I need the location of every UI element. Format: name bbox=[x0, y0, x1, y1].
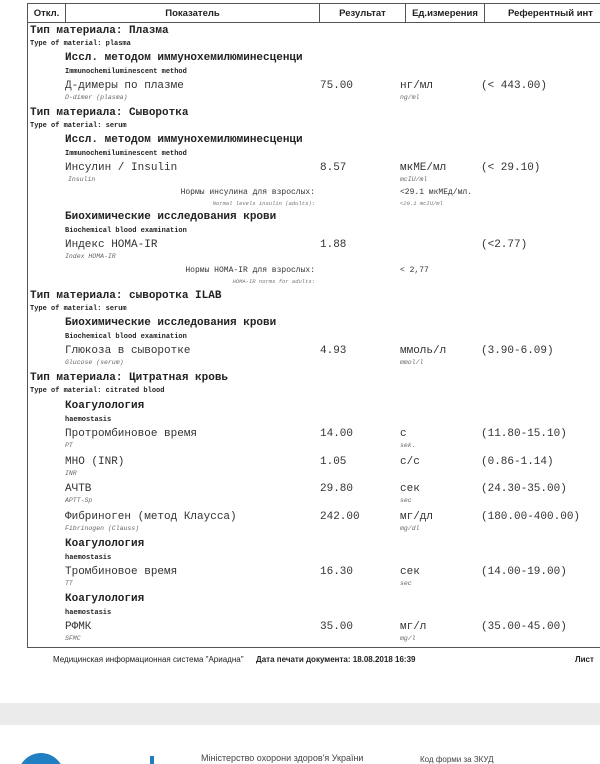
test-unit-en: mmol/l bbox=[400, 359, 424, 366]
test-result: 1.05 bbox=[320, 456, 347, 468]
test-name-en: Index HOMA-IR bbox=[65, 253, 116, 260]
col-deviation: Откл. bbox=[28, 4, 66, 23]
test-result: 16.30 bbox=[320, 566, 354, 578]
norm-note-en: Normal levels insulin (adults): bbox=[212, 200, 315, 207]
logo-bar-icon bbox=[150, 756, 154, 764]
footer-sheet-label: Лист bbox=[575, 655, 594, 664]
group-subtitle: Biochemical blood examination bbox=[65, 227, 187, 235]
test-reference: (24.30-35.00) bbox=[481, 483, 567, 495]
test-reference: (< 29.10) bbox=[481, 162, 541, 174]
group-subtitle: Immunochemiluminescent method bbox=[65, 68, 187, 76]
test-name: Протромбиновое время bbox=[65, 428, 198, 440]
footer-system-name: Медицинская информационная система "Ариадна" bbox=[53, 655, 244, 664]
report-table-header bbox=[27, 3, 600, 23]
test-name-en: PT bbox=[65, 442, 73, 449]
group-title: Коагулология bbox=[65, 400, 145, 412]
test-name-en: APTT-Sp bbox=[65, 497, 93, 504]
test-name: Инсулин / Insulin bbox=[65, 162, 178, 174]
test-result: 242.00 bbox=[320, 511, 360, 523]
test-unit-en: mg/l bbox=[400, 635, 416, 642]
test-unit: с/с bbox=[400, 456, 420, 468]
group-subtitle: haemostasis bbox=[65, 416, 112, 424]
col-indicator: Показатель bbox=[66, 4, 320, 23]
test-unit-en: mg/dl bbox=[400, 525, 420, 532]
test-name-en: SFMC bbox=[65, 635, 81, 642]
section-title: Тип материала: Плазма bbox=[30, 25, 169, 37]
test-unit: сек bbox=[400, 483, 420, 495]
test-name-en: D-dimer (plasma) bbox=[65, 94, 128, 101]
norm-note: Нормы инсулина для взрослых: bbox=[180, 188, 315, 197]
test-unit-en: sec bbox=[400, 580, 412, 587]
test-name-en: Glucose (serum) bbox=[65, 359, 124, 366]
group-subtitle: Biochemical blood examination bbox=[65, 333, 187, 341]
section-title: Тип материала: Сыворотка bbox=[30, 107, 189, 119]
test-reference: (0.86-1.14) bbox=[481, 456, 554, 468]
ministry-logo-icon bbox=[18, 753, 64, 764]
test-reference: (<2.77) bbox=[481, 239, 528, 251]
test-name: МНО (INR) bbox=[65, 456, 125, 468]
group-subtitle: haemostasis bbox=[65, 609, 112, 617]
test-reference: (180.00-400.00) bbox=[481, 511, 581, 523]
test-unit-en: mcIU/ml bbox=[400, 176, 428, 183]
page-gap bbox=[0, 703, 600, 725]
group-title: Иссл. методом иммунохемилюминесценци bbox=[65, 52, 303, 64]
test-unit: мг/л bbox=[400, 621, 427, 633]
norm-note: Нормы HOMA-IR для взрослых: bbox=[185, 266, 315, 275]
form-code-label: Код форми за ЗКУД bbox=[420, 755, 494, 764]
ministry-title: Міністерство охорони здоров'я України bbox=[201, 753, 364, 763]
test-name: Индекс HOMA-IR bbox=[65, 239, 158, 251]
next-page-preview bbox=[0, 725, 600, 764]
group-title: Биохимические исследования крови bbox=[65, 317, 277, 329]
test-result: 35.00 bbox=[320, 621, 354, 633]
test-unit-en: sek. bbox=[400, 442, 416, 449]
test-result: 1.88 bbox=[320, 239, 347, 251]
test-unit-en: sec bbox=[400, 497, 412, 504]
footer-print-date: Дата печати документа: 18.08.2018 16:39 bbox=[256, 655, 416, 664]
norm-value: < 2,77 bbox=[400, 266, 429, 275]
test-unit-en: ng/ml bbox=[400, 94, 420, 101]
test-unit: мг/дл bbox=[400, 511, 434, 523]
group-title: Коагулология bbox=[65, 593, 145, 605]
group-subtitle: haemostasis bbox=[65, 554, 112, 562]
norm-value-en: <29.1 mcIU/ml bbox=[400, 200, 443, 207]
test-unit: с bbox=[400, 428, 407, 440]
section-subtitle: Type of material: serum bbox=[30, 305, 127, 313]
section-subtitle: Type of material: citrated blood bbox=[30, 387, 165, 395]
test-name: Д-димеры по плазме bbox=[65, 80, 184, 92]
section-subtitle: Type of material: plasma bbox=[30, 40, 131, 48]
test-name: АЧТВ bbox=[65, 483, 92, 495]
test-reference: (< 443.00) bbox=[481, 80, 548, 92]
group-subtitle: Immunochemiluminescent method bbox=[65, 150, 187, 158]
test-reference: (3.90-6.09) bbox=[481, 345, 554, 357]
norm-note-en: HOMA-IR norms for adults: bbox=[232, 278, 315, 285]
test-result: 29.80 bbox=[320, 483, 354, 495]
test-name-en: TT bbox=[65, 580, 73, 587]
test-name-en: INR bbox=[65, 470, 77, 477]
test-unit: нг/мл bbox=[400, 80, 434, 92]
test-name-en: Insulin bbox=[68, 176, 96, 183]
test-result: 14.00 bbox=[320, 428, 354, 440]
norm-value: <29.1 мкМЕд/мл. bbox=[400, 188, 473, 197]
col-unit: Ед.измерения bbox=[406, 4, 485, 23]
test-result: 75.00 bbox=[320, 80, 354, 92]
col-reference: Референтный инт bbox=[485, 4, 600, 23]
test-result: 4.93 bbox=[320, 345, 347, 357]
test-name-en: Fibrinogen (Clauss) bbox=[65, 525, 140, 532]
test-reference: (14.00-19.00) bbox=[481, 566, 567, 578]
section-title: Тип материала: сыворотка ILAB bbox=[30, 290, 222, 302]
test-name: Фибриноген (метод Клаусса) bbox=[65, 511, 237, 523]
group-title: Иссл. методом иммунохемилюминесценци bbox=[65, 134, 303, 146]
col-result: Результат bbox=[320, 4, 406, 23]
test-unit: сек bbox=[400, 566, 420, 578]
group-title: Коагулология bbox=[65, 538, 145, 550]
test-name: Тромбиновое время bbox=[65, 566, 178, 578]
test-reference: (11.80-15.10) bbox=[481, 428, 567, 440]
test-unit: мкМЕ/мл bbox=[400, 162, 447, 174]
test-name: РФМК bbox=[65, 621, 92, 633]
group-title: Биохимические исследования крови bbox=[65, 211, 277, 223]
section-title: Тип материала: Цитратная кровь bbox=[30, 372, 229, 384]
test-reference: (35.00-45.00) bbox=[481, 621, 567, 633]
test-name: Глюкоза в сыворотке bbox=[65, 345, 191, 357]
test-result: 8.57 bbox=[320, 162, 347, 174]
section-subtitle: Type of material: serum bbox=[30, 122, 127, 130]
test-unit: ммоль/л bbox=[400, 345, 447, 357]
